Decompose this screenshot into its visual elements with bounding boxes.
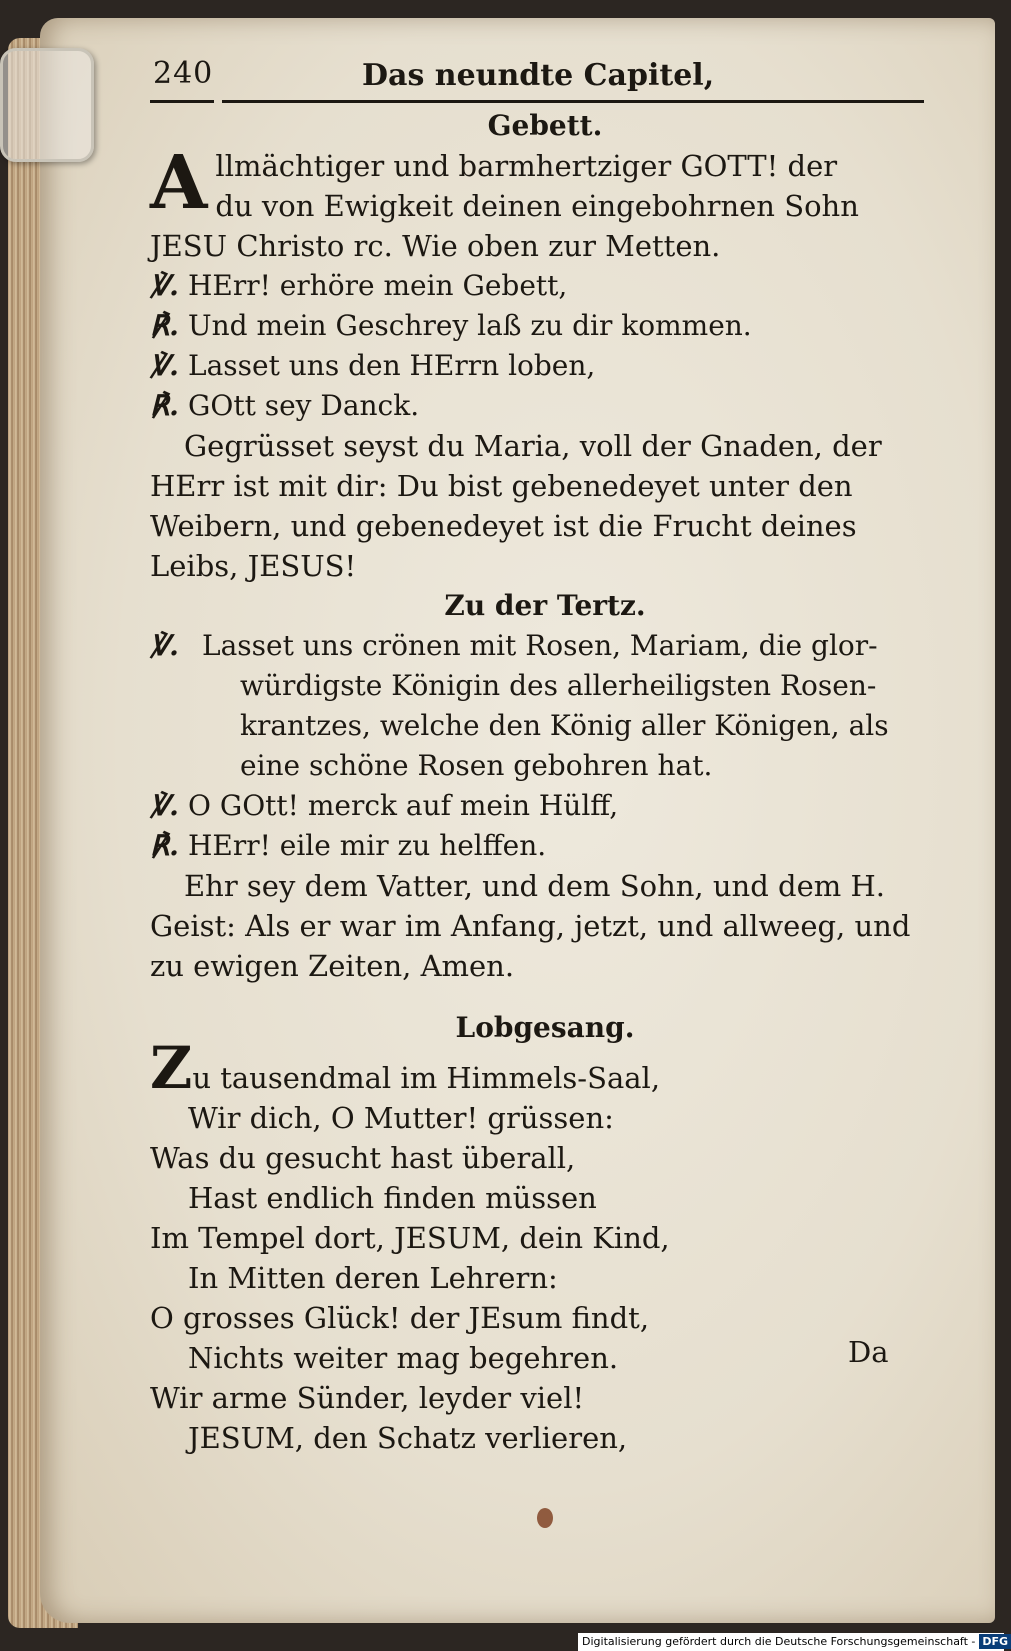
prayer-line: JESU Christo rc. Wie oben zur Metten. bbox=[150, 229, 721, 263]
gloria-line: zu ewigen Zeiten, Amen. bbox=[150, 949, 515, 983]
header-rule-left bbox=[150, 100, 214, 103]
response-line bbox=[150, 306, 940, 346]
response-mark: ℟. bbox=[150, 389, 179, 422]
hymn-title: Lobgesang. bbox=[455, 1011, 635, 1044]
running-title: Das neundte Capitel, bbox=[362, 58, 715, 93]
versicle-line bbox=[150, 786, 940, 826]
ave-line: Weibern, und gebenedeyet ist die Frucht deines bbox=[150, 509, 857, 543]
gloria-paragraph bbox=[150, 866, 940, 986]
header-rule bbox=[222, 100, 924, 103]
versicle-mark: ℣. bbox=[150, 269, 179, 302]
versicle-text: O GOtt! merck auf mein Hülff, bbox=[188, 789, 619, 822]
versicles-1 bbox=[150, 266, 940, 426]
response-mark: ℟. bbox=[150, 829, 179, 862]
hymn-line: Was du gesucht hast überall, bbox=[150, 1141, 576, 1175]
page-number: 240 bbox=[153, 56, 214, 91]
response-line bbox=[150, 386, 940, 426]
ave-line: Leibs, JESUS! bbox=[150, 549, 357, 583]
terz-versicle-line: krantzes, welche den König aller Königen, als bbox=[240, 709, 889, 742]
page-text bbox=[150, 56, 940, 1458]
credit-text: Digitalisierung gefördert durch die Deutsche Forschungsgemeinschaft - bbox=[582, 1635, 976, 1648]
hymn-line: JESUM, den Schatz verlieren, bbox=[188, 1421, 628, 1455]
versicle-mark: ℣. bbox=[150, 629, 179, 662]
gloria-line: Ehr sey dem Vatter, und dem Sohn, und dem H. bbox=[184, 869, 885, 903]
hymn bbox=[150, 1034, 940, 1458]
terz-versicle bbox=[150, 626, 940, 786]
prayer-dropcap: A bbox=[150, 140, 208, 226]
hymn-dropcap: Z bbox=[150, 1034, 193, 1102]
terz-versicle-text: Lasset uns crönen mit Rosen, Mariam, die glor- bbox=[202, 629, 878, 662]
response-line bbox=[150, 826, 940, 866]
dfg-logo: DFG bbox=[979, 1634, 1011, 1649]
terz-versicle-line: würdigste Königin des allerheiligsten Rosen- bbox=[240, 669, 877, 702]
versicle-mark: ℣. bbox=[150, 789, 179, 822]
hymn-line: Wir dich, O Mutter! grüssen: bbox=[188, 1101, 614, 1135]
versicle-line bbox=[150, 266, 940, 306]
versicle-text: Lasset uns den HErrn loben, bbox=[188, 349, 596, 382]
prayer-line: llmächtiger und barmhertziger GOTT! der bbox=[215, 149, 838, 183]
hymn-line: In Mitten deren Lehrern: bbox=[188, 1261, 558, 1295]
terz-versicle-line bbox=[150, 626, 940, 666]
hymn-line-text: u tausendmal im Himmels-Saal, bbox=[192, 1061, 661, 1095]
ave-line: Gegrüsset seyst du Maria, voll der Gnaden, der bbox=[184, 429, 882, 463]
response-mark: ℟. bbox=[150, 309, 179, 342]
hymn-line: O grosses Glück! der JEsum findt, bbox=[150, 1301, 650, 1335]
versicle-mark: ℣. bbox=[150, 349, 179, 382]
prayer-paragraph bbox=[150, 140, 940, 266]
response-text: GOtt sey Danck. bbox=[188, 389, 420, 422]
versicle-line bbox=[150, 346, 940, 386]
terz-versicle-line: eine schöne Rosen gebohren hat. bbox=[240, 749, 713, 782]
hymn-line: Im Tempel dort, JESUM, dein Kind, bbox=[150, 1221, 670, 1255]
ink-stain bbox=[537, 1508, 553, 1528]
hymn-line: Hast endlich finden müssen bbox=[188, 1181, 597, 1215]
versicle-text: HErr! erhöre mein Gebett, bbox=[188, 269, 568, 302]
hymn-line: Wir arme Sünder, leyder viel! bbox=[150, 1381, 585, 1415]
catchword: Da bbox=[848, 1335, 889, 1369]
prayer-line: du von Ewigkeit deinen eingebohrnen Sohn bbox=[215, 189, 859, 223]
gloria-line: Geist: Als er war im Anfang, jetzt, und allweeg, und bbox=[150, 909, 911, 943]
terz-title: Zu der Tertz. bbox=[444, 589, 646, 622]
ave-line: HErr ist mit dir: Du bist gebenedeyet unter den bbox=[150, 469, 853, 503]
response-text: HErr! eile mir zu helffen. bbox=[188, 829, 547, 862]
ave-paragraph bbox=[150, 426, 940, 586]
page-clip bbox=[0, 48, 94, 162]
page-header bbox=[150, 56, 940, 106]
hymn-line bbox=[150, 1034, 940, 1102]
hymn-line: Nichts weiter mag begehren. bbox=[188, 1341, 619, 1375]
digitization-credit bbox=[578, 1633, 1009, 1651]
response-text: Und mein Geschrey laß zu dir kommen. bbox=[188, 309, 752, 342]
prayer-title: Gebett. bbox=[487, 109, 603, 142]
